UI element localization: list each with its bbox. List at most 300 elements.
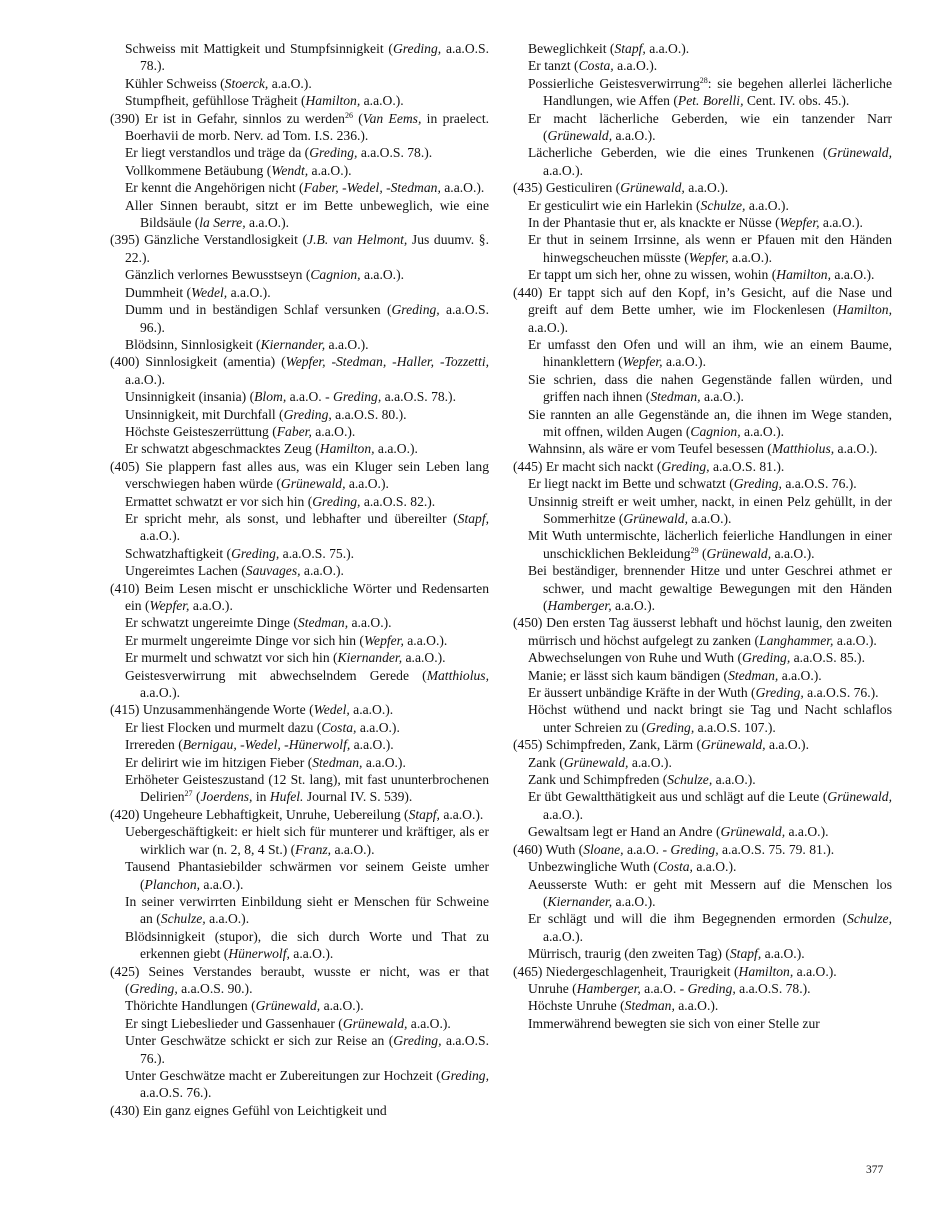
symptom-entry <box>110 440 489 457</box>
author-citation: Greding, <box>393 1033 442 1049</box>
author-citation: Joerdens, <box>200 789 253 805</box>
entry-text: Aller Sinnen beraubt, sitzt er im Bette unbeweglich, wie eine Bildsäule ( <box>125 197 489 231</box>
symptom-entry <box>513 997 892 1014</box>
footnote-marker: 26 <box>344 110 353 120</box>
entry-text: Zank und Schimpfreden ( <box>528 772 668 788</box>
entry-text: Geistesverwirrung mit abwechselndem Gerede ( <box>125 667 427 683</box>
entry-text: Lächerliche Geberden, wie die eines Trunkenen ( <box>528 145 828 161</box>
entry-text: Er tanzt ( <box>528 58 579 74</box>
author-citation: Kiernander, <box>337 650 403 666</box>
entry-text: ( <box>192 789 201 805</box>
entry-text: a.a.O.). <box>543 928 584 944</box>
entry-text: a.a.O.). <box>189 598 233 613</box>
numbered-symptom-entry <box>110 110 489 145</box>
entry-text: a.a.O.S. 75. 79. 81.). <box>718 841 835 857</box>
entry-text: Aeusserste Wuth: er geht mit Messern auf die Menschen los ( <box>528 876 892 909</box>
numbered-symptom-entry <box>513 458 892 475</box>
author-citation: Stedman, <box>624 998 675 1014</box>
entry-text: Manie; er lässt sich kaum bändigen ( <box>528 667 729 683</box>
author-citation: Faber, -Wedel, -Stedman, <box>303 180 441 196</box>
entry-text: (400) Sinnlosigkeit (amentia) ( <box>110 354 286 370</box>
entry-text: Uebergeschäftigkeit: er hielt sich für munterer und kräftiger, als er wirklich war (n. 2, 8, 4 St.) ( <box>125 824 489 857</box>
author-citation: Greding, <box>687 980 736 996</box>
author-citation: Hufel. <box>269 789 304 805</box>
author-citation: Grünewald, <box>620 180 685 196</box>
entry-text: a.a.O.). <box>311 423 356 439</box>
entry-text: a.a.O.). <box>740 423 785 439</box>
right-column <box>513 40 892 1032</box>
author-citation: Greding, <box>646 719 695 735</box>
entry-text: Er übt Gewaltthätigkeit aus und schlägt auf die Leute ( <box>528 789 828 805</box>
author-citation: Greding, <box>231 545 280 561</box>
entry-text: in praelect. Boerhavii de morb. Nerv. ad Tom. I.S. 236.). <box>125 110 489 144</box>
entry-text: a.a.O.). <box>662 354 706 370</box>
entry-text: Abwechselungen von Ruhe und Wuth ( <box>528 650 743 666</box>
entry-text: a.a.O.). <box>360 267 404 283</box>
entry-text: a.a.O.S. 90.). <box>177 980 253 996</box>
entry-text: a.a.O.S. 78.). <box>381 389 456 405</box>
symptom-entry <box>110 928 489 963</box>
symptom-entry <box>110 301 489 336</box>
symptom-entry <box>513 910 892 945</box>
entry-text: a.a.O.S. 107.). <box>694 719 776 735</box>
entry-text: Er gesticulirt wie ein Harlekin ( <box>528 197 701 213</box>
symptom-entry <box>110 1032 489 1067</box>
author-citation: Greding, <box>309 145 358 161</box>
entry-text: a.a.O.). <box>320 998 364 1014</box>
symptom-entry <box>110 823 489 858</box>
entry-text: a.a.O.S. 96.). <box>140 302 490 335</box>
entry-text: Schweiss mit Mattigkeit und Stumpfsinnigkeit ( <box>125 41 393 56</box>
entry-text: a.a.O.S. 76.). <box>781 476 857 492</box>
author-citation: Langhammer, <box>759 632 834 648</box>
entry-text: Possierliche Geistesverwirrung <box>528 75 700 91</box>
symptom-entry <box>513 701 892 736</box>
entry-text: Tausend Phantasiebilder schwärmen vor seinem Geiste umher ( <box>125 859 489 892</box>
entry-text: Dumm und in beständigen Schlaf versunken ( <box>125 302 392 318</box>
author-citation: Wedel, <box>313 702 350 718</box>
author-citation: Schulze, <box>847 911 892 927</box>
entry-text: a.a.O.). <box>613 58 658 74</box>
symptom-entry <box>110 266 489 283</box>
author-citation: Greding, <box>440 1067 489 1083</box>
entry-text: Er liegt verstandlos und träge da ( <box>125 145 310 161</box>
entry-text: Er schwatzt abgeschmacktes Zeug ( <box>125 441 320 457</box>
entry-text: a.a.O.). <box>712 772 756 788</box>
symptom-entry <box>513 231 892 266</box>
author-citation: Wedel, <box>191 284 228 300</box>
numbered-symptom-entry <box>110 701 489 718</box>
symptom-entry <box>110 197 489 232</box>
entry-text: a.a.O.). <box>331 841 375 857</box>
entry-text: a.a.O.). <box>348 615 392 631</box>
entry-text: a.a.O.). <box>771 545 815 561</box>
author-citation: Stapf, <box>614 41 646 56</box>
numbered-symptom-entry <box>110 458 489 493</box>
author-citation: Stedman, <box>297 615 349 631</box>
entry-text: : sie begehen allerlei lächerliche Handlungen, wie Affen ( <box>543 75 892 109</box>
entry-text: Erhöheter Geisteszustand (12 St. lang), mit fast ununterbrochenen Delirien <box>125 772 489 805</box>
symptom-entry <box>513 336 892 371</box>
numbered-symptom-entry <box>513 963 892 980</box>
author-citation: Wepfer, <box>779 215 820 231</box>
numbered-symptom-entry <box>513 614 892 649</box>
entry-text: (395) Gänzliche Verstandlosigkeit ( <box>110 232 308 248</box>
symptom-entry <box>110 632 489 649</box>
symptom-entry <box>110 562 489 579</box>
entry-text: a.a.O.). <box>831 267 875 283</box>
entry-text: Kühler Schweiss ( <box>125 75 225 91</box>
author-citation: Stoerck, <box>224 75 269 91</box>
entry-text: a.a.O.). <box>439 806 484 822</box>
author-citation: Greding, <box>670 841 719 857</box>
entry-text: Er äussert unbändige Kräfte in der Wuth ( <box>528 685 756 701</box>
numbered-symptom-entry <box>513 736 892 753</box>
entry-text: a.a.O.). <box>819 215 863 231</box>
entry-text: a.a.O.). <box>728 249 773 265</box>
symptom-entry <box>513 667 892 684</box>
author-citation: Sauvages, <box>245 563 301 579</box>
author-citation: Schulze, <box>160 911 206 927</box>
symptom-entry <box>110 997 489 1014</box>
symptom-entry <box>513 876 892 911</box>
author-citation: Grünewald, <box>342 1015 408 1031</box>
author-citation: Hamilton, <box>738 963 794 979</box>
author-citation: Stapf, <box>408 806 440 822</box>
entry-text: Irrereden ( <box>125 737 183 753</box>
entry-text: Blödsinn, Sinnlosigkeit ( <box>125 336 261 352</box>
entry-text: a.a.O.). <box>140 685 181 701</box>
entry-text: a.a.O.). <box>350 737 394 753</box>
numbered-symptom-entry <box>110 1102 489 1119</box>
entry-text: (415) Unzusammenhängende Worte ( <box>110 702 314 718</box>
left-column <box>110 40 489 1119</box>
entry-text: Ermattet schwatzt er vor sich hin ( <box>125 493 313 509</box>
author-citation: Hamberger, <box>576 980 641 996</box>
entry-text: Beweglichkeit ( <box>528 41 615 56</box>
entry-text: a.a.O.). <box>356 719 400 735</box>
symptom-entry <box>110 754 489 771</box>
author-citation: Hamilton, <box>305 93 361 109</box>
author-citation: Grünewald, <box>827 145 892 161</box>
entry-text: Unter Geschwätze macht er Zubereitungen zur Hochzeit ( <box>125 1067 441 1083</box>
entry-text: Er thut in seinem Irrsinne, als wenn er Pfauen mit den Händen hinwegscheuchen müsste ( <box>528 232 892 265</box>
entry-text: a.a.O.). <box>268 75 312 91</box>
author-citation: Bernigau, -Wedel, -Hünerwolf, <box>182 737 351 753</box>
symptom-entry <box>110 719 489 736</box>
entry-text: a.a.O.). <box>612 893 656 909</box>
entry-text: Jus duumv. §. 22.). <box>125 232 490 265</box>
entry-text: a.a.O.). <box>407 1015 451 1031</box>
numbered-symptom-entry <box>110 353 489 388</box>
symptom-entry <box>110 1067 489 1102</box>
entry-text: Stumpfheit, gefühllose Trägheit ( <box>125 93 306 109</box>
author-citation: Sloane, <box>583 841 624 857</box>
entry-text: In seiner verwirrten Einbildung sieht er Menschen für Schweine an ( <box>125 893 489 927</box>
author-citation: Stapf, <box>457 510 489 526</box>
author-citation: Grünewald, <box>623 510 688 526</box>
symptom-entry <box>110 614 489 631</box>
author-citation: Costa, <box>578 58 614 74</box>
numbered-symptom-entry <box>110 806 489 823</box>
symptom-entry <box>110 510 489 545</box>
entry-text: a.a.O.S. 85.). <box>790 650 865 666</box>
author-citation: Greding, <box>755 685 804 701</box>
entry-text: Sie schrien, dass die nahen Gegenstände fallen würden, und griffen nach ihnen ( <box>528 371 892 405</box>
symptom-entry <box>513 266 892 283</box>
entry-text: a.a.O.S. 78.). <box>357 145 433 161</box>
author-citation: Grünewald, <box>720 824 786 840</box>
entry-text: (425) Seines Verstandes beraubt, wusste er nicht, was er that ( <box>110 963 489 996</box>
author-citation: Grünewald, <box>280 476 346 492</box>
symptom-entry <box>110 388 489 405</box>
author-citation: Pet. Borelli, <box>677 93 744 109</box>
symptom-entry <box>513 788 892 823</box>
entry-text: (430) Ein ganz eignes Gefühl von Leichtigkeit und <box>110 1102 387 1118</box>
entry-text: a.a.O.). <box>628 754 672 770</box>
entry-text: Er spricht mehr, als sonst, und lebhafter und übereilter ( <box>125 510 458 526</box>
entry-text: (410) Beim Lesen mischt er unschickliche Wörter und Redensarten ein ( <box>110 580 489 613</box>
entry-text: Unsinnigkeit, mit Durchfall ( <box>125 406 284 422</box>
author-citation: Grünewald, <box>700 737 766 753</box>
author-citation: Greding, <box>312 493 361 509</box>
entry-text: a.a.O.). <box>692 859 737 875</box>
symptom-entry <box>110 545 489 562</box>
entry-text: Unsinnigkeit (insania) ( <box>125 389 255 405</box>
entry-text: a.a.O.S. 78.). <box>735 980 811 996</box>
entry-text: Er macht lächerliche Geberden, wie ein tanzender Narr ( <box>528 110 892 144</box>
entry-text: (450) Den ersten Tag äusserst lebhaft und höchst launig, den zweiten mürrisch und höchst aufgelegt zu zanken ( <box>513 615 892 648</box>
symptom-entry <box>110 75 489 92</box>
entry-text: a.a.O.). <box>543 806 584 822</box>
entry-text: a.a.O.). <box>612 128 656 144</box>
symptom-entry <box>110 179 489 196</box>
entry-text: in <box>252 789 270 805</box>
symptom-entry <box>110 893 489 928</box>
entry-text: a.a.O.). <box>834 441 878 457</box>
entry-text: Unruhe ( <box>528 980 577 996</box>
entry-text: Er singt Liebeslieder und Gassenhauer ( <box>125 1015 343 1031</box>
entry-text: a.a.O.S. 82.). <box>360 493 436 509</box>
symptom-entry <box>513 980 892 997</box>
entry-text: a.a.O. - <box>286 389 334 405</box>
entry-text: Thörichte Handlungen ( <box>125 998 256 1014</box>
author-citation: Grünewald, <box>563 754 629 770</box>
author-citation: Wendt, <box>271 162 309 178</box>
author-citation: Stedman, <box>312 754 363 770</box>
entry-text: (390) Er ist in Gefahr, sinnlos zu werden <box>110 110 345 126</box>
entry-text: (405) Sie plappern fast alles aus, was ein Kluger sein Leben lang verschwiegen haben würde ( <box>110 458 489 492</box>
entry-text: a.a.O.). <box>528 319 569 335</box>
author-citation: Stedman, <box>728 667 779 683</box>
author-citation: Matthiolus, <box>771 441 835 457</box>
page-number: 377 <box>866 1164 884 1176</box>
entry-text: Er murmelt und schwatzt vor sich hin ( <box>125 650 338 666</box>
symptom-entry <box>513 649 892 666</box>
entry-text: (445) Er macht sich nackt ( <box>513 458 662 474</box>
entry-text: a.a.O.S. 76.). <box>140 1033 489 1066</box>
author-citation: Costa, <box>657 859 693 875</box>
author-citation: Blom, <box>254 389 287 405</box>
symptom-entry <box>513 197 892 214</box>
footnote-marker: 27 <box>184 789 193 799</box>
entry-text: a.a.O.). <box>403 632 448 648</box>
entry-text: a.a.O.). <box>325 336 369 352</box>
entry-text: a.a.O.). <box>645 41 690 56</box>
author-citation: Greding, <box>661 458 710 474</box>
symptom-entry <box>513 110 892 145</box>
entry-text: (440) Er tappt sich auf den Kopf, in’s Gesicht, auf die Nase und greift auf dem Bette umher, wie im Flockenlesen ( <box>513 284 892 318</box>
symptom-entry <box>513 858 892 875</box>
symptom-entry <box>110 858 489 893</box>
author-citation: Greding, <box>392 41 442 56</box>
entry-text: a.a.O.). <box>140 528 181 544</box>
entry-text: Er umfasst den Ofen und will an ihm, wie an einem Baume, hinanklettern ( <box>528 336 892 370</box>
symptom-entry <box>513 40 892 57</box>
entry-text: a.a.O.). <box>402 650 446 666</box>
entry-text: a.a.O.). <box>785 824 829 840</box>
symptom-entry <box>513 562 892 614</box>
entry-text: Bei beständiger, brennender Hitze und unter Geschrei athmet er schwer, und macht gewaltige Bewegungen mit den Händen ( <box>528 563 892 613</box>
symptom-entry <box>513 945 892 962</box>
entry-text: a.a.O.). <box>674 998 719 1014</box>
symptom-entry <box>110 493 489 510</box>
entry-text: (420) Ungeheure Lebhaftigkeit, Unruhe, Uebereilung ( <box>110 806 409 822</box>
numbered-symptom-entry <box>513 841 892 858</box>
entry-text: a.a.O.). <box>349 702 394 718</box>
entry-text: a.a.O.). <box>765 737 809 753</box>
entry-text: a.a.O.). <box>778 667 822 683</box>
symptom-entry <box>513 371 892 406</box>
entry-text: a.a.O.). <box>700 389 744 405</box>
symptom-entry <box>110 336 489 353</box>
entry-text: (460) Wuth ( <box>513 841 584 857</box>
numbered-symptom-entry <box>110 580 489 615</box>
entry-text: Gewaltsam legt er Hand an Andre ( <box>528 824 721 840</box>
entry-text: a.a.O.). <box>300 563 344 579</box>
author-citation: Greding, <box>733 476 782 492</box>
numbered-symptom-entry <box>513 284 892 336</box>
entry-text: a.a.O.). <box>205 911 250 927</box>
author-citation: Schulze, <box>700 197 746 213</box>
author-citation: Hamberger, <box>547 598 612 613</box>
symptom-entry <box>513 144 892 179</box>
symptom-entry <box>110 284 489 301</box>
author-citation: Hamilton, <box>319 441 375 457</box>
entry-text: a.a.O. - <box>623 841 671 857</box>
symptom-entry <box>513 57 892 74</box>
entry-text: a.a.O.). <box>745 197 789 213</box>
symptom-entry <box>110 406 489 423</box>
symptom-entry <box>513 406 892 441</box>
entry-text: a.a.O.S. 76.). <box>140 1085 212 1101</box>
author-citation: Matthiolus, <box>426 667 489 683</box>
symptom-entry <box>110 40 489 75</box>
author-citation: Kiernander, <box>260 336 326 352</box>
entry-text: a.a.O.). <box>360 93 404 109</box>
entry-text: Sie rannten an alle Gegenstände an, die ihnen im Wege standen, mit offnen, wilden Augen ( <box>528 406 892 439</box>
author-citation: Hünerwolf, <box>228 946 290 962</box>
author-citation: Grünewald, <box>827 789 892 805</box>
entry-text: Journal IV. S. 539). <box>303 789 413 805</box>
entry-text: Dummheit ( <box>125 284 192 300</box>
author-citation: Greding, <box>129 980 178 996</box>
entry-text: a.a.O.). <box>308 162 352 178</box>
entry-text: (435) Gesticuliren ( <box>513 180 621 196</box>
entry-text: a.a.O.). <box>440 180 485 196</box>
author-citation: la Serre, <box>199 215 246 231</box>
entry-text: Höchste Geisteszerrüttung ( <box>125 423 277 439</box>
symptom-entry <box>513 214 892 231</box>
entry-text: Er schlägt und will die ihm Begegnenden ermorden ( <box>528 911 848 927</box>
symptom-entry <box>513 771 892 788</box>
author-citation: Planchon, <box>144 876 201 892</box>
entry-text: a.a.O.). <box>833 632 877 648</box>
author-citation: Grünewald, <box>547 128 613 144</box>
entry-text: Immerwährend bewegten sie sich von einer Stelle zur <box>528 1015 820 1031</box>
author-citation: Kiernander, <box>547 893 613 909</box>
entry-text: Höchste Unruhe ( <box>528 998 625 1014</box>
entry-text: Mürrisch, traurig (den zweiten Tag) ( <box>528 946 730 962</box>
entry-text: a.a.O.). <box>362 754 406 770</box>
author-citation: Wepfer, <box>622 354 663 370</box>
entry-text: a.a.O.). <box>345 476 389 492</box>
symptom-entry <box>110 92 489 109</box>
entry-text: a.a.O.S. 81.). <box>709 458 785 474</box>
author-citation: Greding, <box>333 389 382 405</box>
symptom-entry <box>513 440 892 457</box>
author-citation: Franz, <box>295 841 332 857</box>
numbered-symptom-entry <box>110 231 489 266</box>
author-citation: Wepfer, <box>688 249 729 265</box>
entry-text: Gänzlich verlornes Bewusstseyn ( <box>125 267 311 283</box>
author-citation: Hamilton, <box>837 302 892 318</box>
symptom-entry <box>110 649 489 666</box>
author-citation: Schulze, <box>667 772 713 788</box>
entry-text: a.a.O.). <box>761 946 805 962</box>
author-citation: Cagnion, <box>310 267 361 283</box>
entry-text: Zank ( <box>528 754 564 770</box>
author-citation: Greding, <box>391 302 440 318</box>
entry-text: Er schwatzt ungereimte Dinge ( <box>125 615 298 631</box>
symptom-entry <box>110 162 489 179</box>
footnote-marker: 28 <box>699 75 708 85</box>
entry-text: Ungereimtes Lachen ( <box>125 563 246 579</box>
entry-text: a.a.O.). <box>289 946 334 962</box>
entry-text: a.a.O.S. 76.). <box>803 685 879 701</box>
symptom-entry <box>513 823 892 840</box>
author-citation: Costa, <box>321 719 357 735</box>
entry-text: a.a.O.). <box>793 963 837 979</box>
entry-text: Höchst wüthend und nackt bringt sie Tag und Nacht schlaflos unter Schreien zu ( <box>528 702 892 735</box>
entry-text: Unsinnig streift er weit umher, nackt, in einen Pelz gehüllt, in der Sommerhitze ( <box>528 493 892 526</box>
entry-text: Er delirirt wie im hitzigen Fieber ( <box>125 754 313 770</box>
entry-text: a.a.O.S. 80.). <box>331 406 407 422</box>
entry-text: Mit Wuth untermischte, lächerlich feierliche Handlungen in einer unschicklichen Bekleidung <box>528 528 892 561</box>
entry-text: ( <box>698 545 707 561</box>
numbered-symptom-entry <box>110 963 489 998</box>
author-citation: Stedman, <box>650 389 701 405</box>
entry-text: Wahnsinn, als wäre er vom Teufel besessen ( <box>528 441 772 457</box>
symptom-entry <box>110 736 489 753</box>
author-citation: Wepfer, <box>149 598 190 613</box>
entry-text: a.a.O.). <box>543 162 584 178</box>
entry-text: a.a.O.). <box>688 510 732 526</box>
author-citation: Cagnion, <box>690 423 741 439</box>
symptom-entry <box>110 667 489 702</box>
entry-text: a.a.O.). <box>200 876 244 892</box>
entry-text: Er liest Flocken und murmelt dazu ( <box>125 719 322 735</box>
